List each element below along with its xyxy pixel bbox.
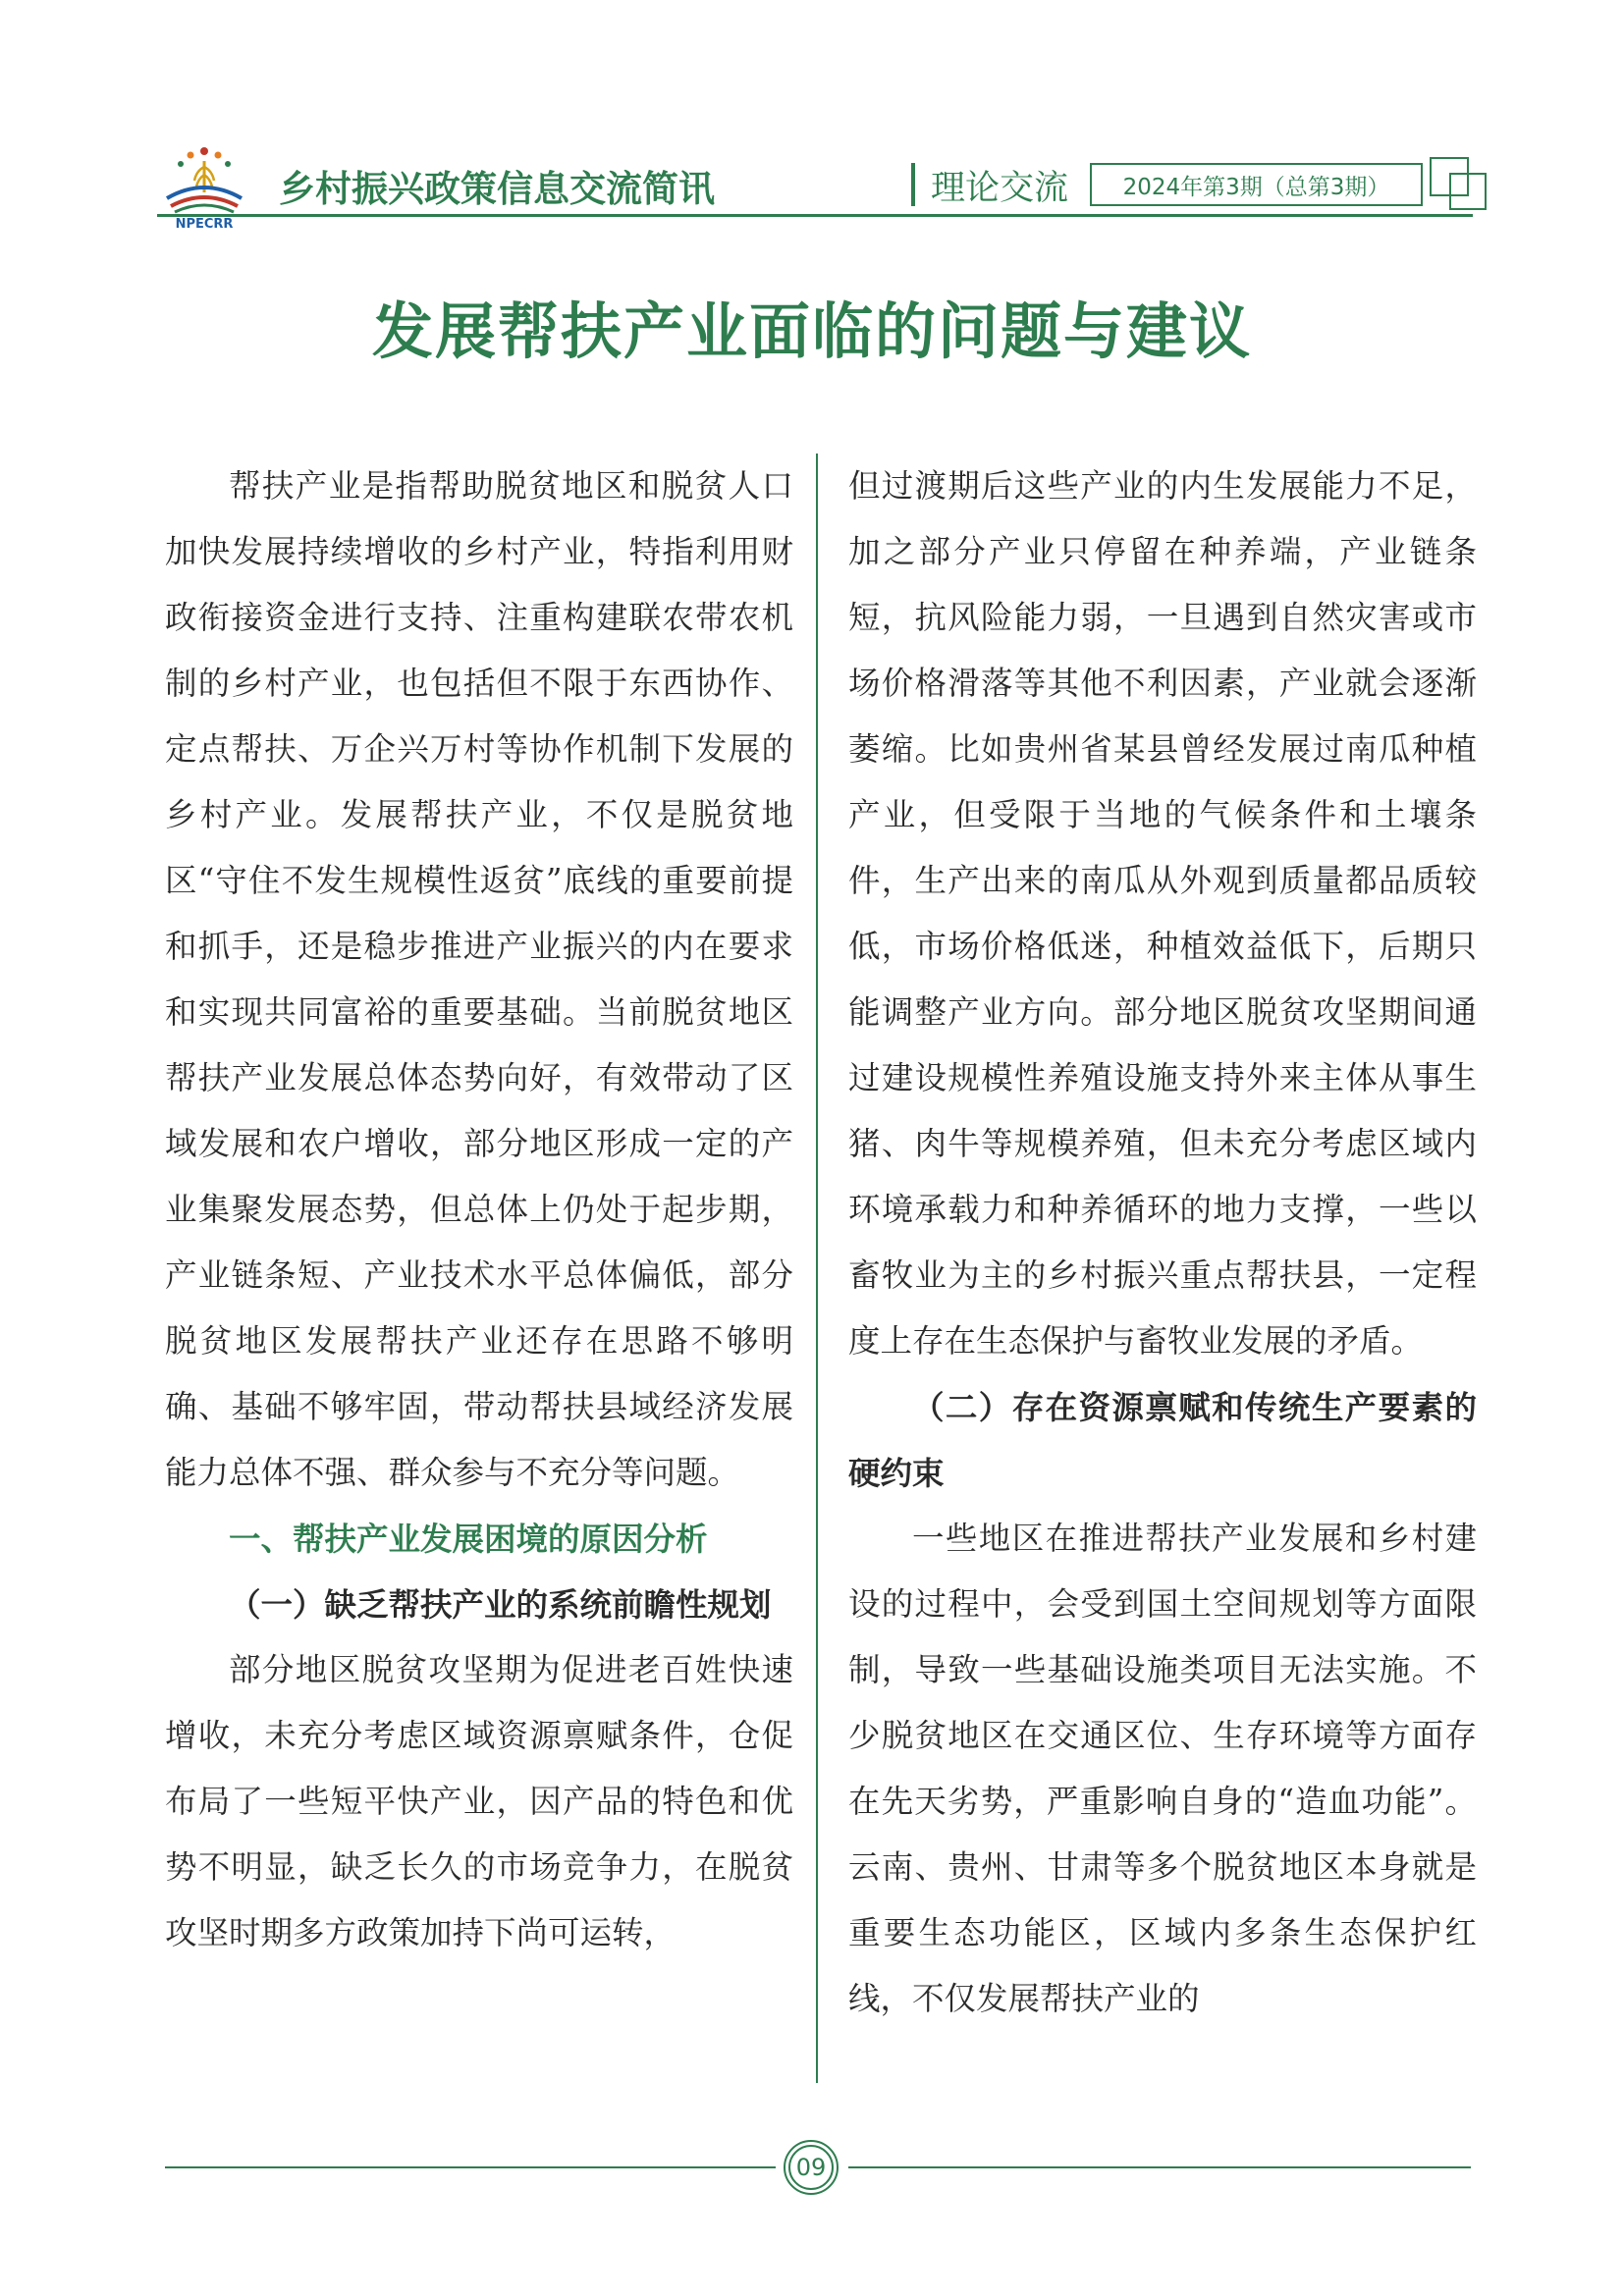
left-column bbox=[165, 454, 793, 1966]
decorative-square bbox=[1449, 173, 1487, 210]
newsletter-name: 乡村振兴政策信息交流简讯 bbox=[279, 168, 715, 210]
header-rule bbox=[157, 214, 1473, 217]
header-separator bbox=[911, 163, 915, 206]
page-number: 09 bbox=[788, 2145, 834, 2190]
right-column bbox=[848, 454, 1477, 2032]
page-header bbox=[157, 137, 1473, 236]
footer-rule bbox=[165, 2166, 776, 2168]
svg-text:NPECRR: NPECRR bbox=[175, 217, 234, 232]
body-paragraph: 但过渡期后这些产业的内生发展能力不足，加之部分产业只停留在种养端，产业链条短，抗风险能力弱，一旦遇到自然灾害或市场价格滑落等其他不利因素，产业就会逐渐萎缩。比如贵州省某县曾经发展过南瓜种植产业，但受限于当地的气候条件和土壤条件，生产出来的南瓜从外观到质量都品质较低，市场价格低迷，种植效益低下，后期只能调整产业方向。部分地区脱贫攻坚期间通过建设规模性养殖设施支持外来主体从事生猪、肉牛等规模养殖，但未充分考虑区域内环境承载力和种养循环的地力支撑，一些以畜牧业为主的乡村振兴重点帮扶县，一定程度上存在生态保护与畜牧业发展的矛盾。 bbox=[848, 467, 1477, 1360]
issue-number: 2024年第3期（总第3期） bbox=[1090, 163, 1423, 206]
npecrr-logo bbox=[157, 137, 251, 232]
column-divider bbox=[816, 454, 818, 2083]
section-heading: 一、帮扶产业发展困境的原因分析 bbox=[229, 1520, 708, 1558]
article-title: 发展帮扶产业面临的问题与建议 bbox=[371, 295, 1252, 367]
section-label: 理论交流 bbox=[931, 169, 1069, 208]
subsection-heading: （一）缺乏帮扶产业的系统前瞻性规划 bbox=[229, 1585, 772, 1624]
page-number-badge bbox=[784, 2140, 839, 2195]
subsection-heading: （二）存在资源禀赋和传统生产要素的硬约束 bbox=[848, 1388, 1477, 1492]
body-paragraph: 部分地区脱贫攻坚期为促进老百姓快速增收，未充分考虑区域资源禀赋条件，仓促布局了一些短平快产业，因产品的特色和优势不明显，缺乏长久的市场竞争力，在脱贫攻坚时期多方政策加持下尚可运转， bbox=[165, 1651, 793, 1951]
footer-rule bbox=[848, 2166, 1471, 2168]
body-paragraph: 帮扶产业是指帮助脱贫地区和脱贫人口加快发展持续增收的乡村产业，特指利用财政衔接资金进行支持、注重构建联农带农机制的乡村产业，也包括但不限于东西协作、定点帮扶、万企兴万村等协作机制下发展的乡村产业。发展帮扶产业，不仅是脱贫地区“守住不发生规模性返贫”底线的重要前提和抓手，还是稳步推进产业振兴的内在要求和实现共同富裕的重要基础。当前脱贫地区帮扶产业发展总体态势向好，有效带动了区域发展和农户增收，部分地区形成一定的产业集聚发展态势，但总体上仍处于起步期，产业链条短、产业技术水平总体偏低，部分脱贫地区发展帮扶产业还存在思路不够明确、基础不够牢固，带动帮扶县域经济发展能力总体不强、群众参与不充分等问题。 bbox=[165, 467, 793, 1491]
body-paragraph: 一些地区在推进帮扶产业发展和乡村建设的过程中，会受到国土空间规划等方面限制，导致一些基础设施类项目无法实施。不少脱贫地区在交通区位、生存环境等方面存在先天劣势，严重影响自身的“造血功能”。云南、贵州、甘肃等多个脱贫地区本身就是重要生态功能区，区域内多条生态保护红线，不仅发展帮扶产业的 bbox=[848, 1520, 1477, 2017]
